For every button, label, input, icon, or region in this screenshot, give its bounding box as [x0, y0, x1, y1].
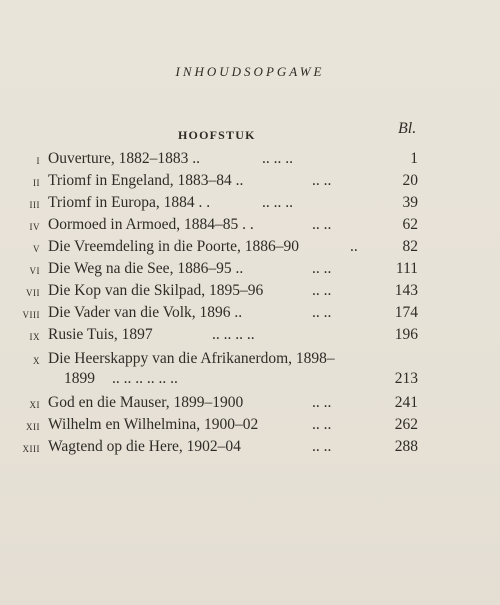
page-number: 62: [402, 216, 418, 233]
chapter-number: IX: [29, 332, 40, 342]
toc-entry: [0, 282, 500, 304]
toc-entry: [0, 326, 500, 348]
chapter-number: XI: [29, 400, 40, 410]
leader-dots: .. .. .. .. .. ..: [112, 370, 178, 387]
chapter-number: XII: [26, 422, 40, 432]
leader-dots: .. ..: [312, 416, 332, 433]
page-number: 262: [394, 416, 418, 433]
chapter-number: VIII: [22, 310, 40, 320]
page-number: 241: [394, 394, 418, 411]
chapter-title: Triomf in Europa, 1884 . .: [48, 194, 211, 211]
chapter-title: Die Vreemdeling in die Poorte, 1886–90: [48, 238, 300, 255]
page-number: 143: [394, 282, 418, 299]
toc-entry: [0, 216, 500, 238]
toc-entry-continuation: [0, 370, 500, 392]
chapter-number: VI: [29, 266, 40, 276]
chapter-title: Triomf in Engeland, 1883–84 ..: [48, 172, 244, 189]
toc-entry: [0, 172, 500, 194]
page-number: 1: [410, 150, 418, 167]
toc-entry: [0, 416, 500, 438]
chapter-title: Oormoed in Armoed, 1884–85 . .: [48, 216, 254, 233]
chapter-number: III: [29, 200, 40, 210]
leader-dots: .. ..: [312, 260, 332, 277]
chapter-title: Rusie Tuis, 1897: [48, 326, 153, 343]
page-number: 39: [402, 194, 418, 211]
leader-dots: .. .. ..: [262, 194, 293, 211]
page-number: 174: [394, 304, 418, 321]
chapter-title: Die Vader van die Volk, 1896 ..: [48, 304, 243, 321]
page-number: 213: [394, 370, 418, 387]
chapter-title: Die Kop van die Skilpad, 1895–96: [48, 282, 264, 299]
chapter-title: 1899: [64, 370, 95, 387]
toc-entry: [0, 394, 500, 416]
page-number: 288: [394, 438, 418, 455]
leader-dots: .. .. ..: [262, 150, 293, 167]
leader-dots: .. ..: [312, 282, 332, 299]
chapter-title: God en die Mauser, 1899–1900: [48, 394, 244, 411]
leader-dots: .. .. .. ..: [212, 326, 255, 343]
toc-entry: [0, 194, 500, 216]
page-number: 196: [394, 326, 418, 343]
chapter-title: Die Weg na die See, 1886–95 ..: [48, 260, 244, 277]
chapter-title: Wilhelm en Wilhelmina, 1900–02: [48, 416, 259, 433]
toc-entry: [0, 304, 500, 326]
page-column-header: Bl.: [398, 120, 417, 137]
chapter-number: IV: [29, 222, 40, 232]
page-heading: INHOUDSOPGAWE: [175, 64, 325, 79]
toc-entry: [0, 260, 500, 282]
page-number: 82: [402, 238, 418, 255]
toc-entry: [0, 150, 500, 172]
toc-entry: [0, 350, 500, 372]
leader-dots: .. ..: [312, 438, 332, 455]
leader-dots: .. ..: [312, 304, 332, 321]
page-number: 111: [395, 260, 418, 277]
chapter-column-header: HOOFSTUK: [178, 128, 256, 142]
leader-dots: .. ..: [312, 394, 332, 411]
leader-dots: ..: [350, 238, 358, 255]
chapter-number: I: [36, 156, 40, 166]
chapter-title: Wagtend op die Here, 1902–04: [48, 438, 241, 455]
chapter-number: X: [33, 356, 40, 366]
leader-dots: .. ..: [312, 216, 332, 233]
chapter-number: XIII: [22, 444, 40, 454]
chapter-number: II: [33, 178, 40, 188]
chapter-number: V: [33, 244, 40, 254]
page-number: 20: [402, 172, 418, 189]
toc-entry: [0, 238, 500, 260]
leader-dots: .. ..: [312, 172, 332, 189]
chapter-title: Ouverture, 1882–1883 ..: [48, 150, 200, 167]
chapter-number: VII: [26, 288, 40, 298]
chapter-title: Die Heerskappy van die Afrikanerdom, 1898–: [48, 350, 335, 367]
toc-entry: [0, 438, 500, 460]
